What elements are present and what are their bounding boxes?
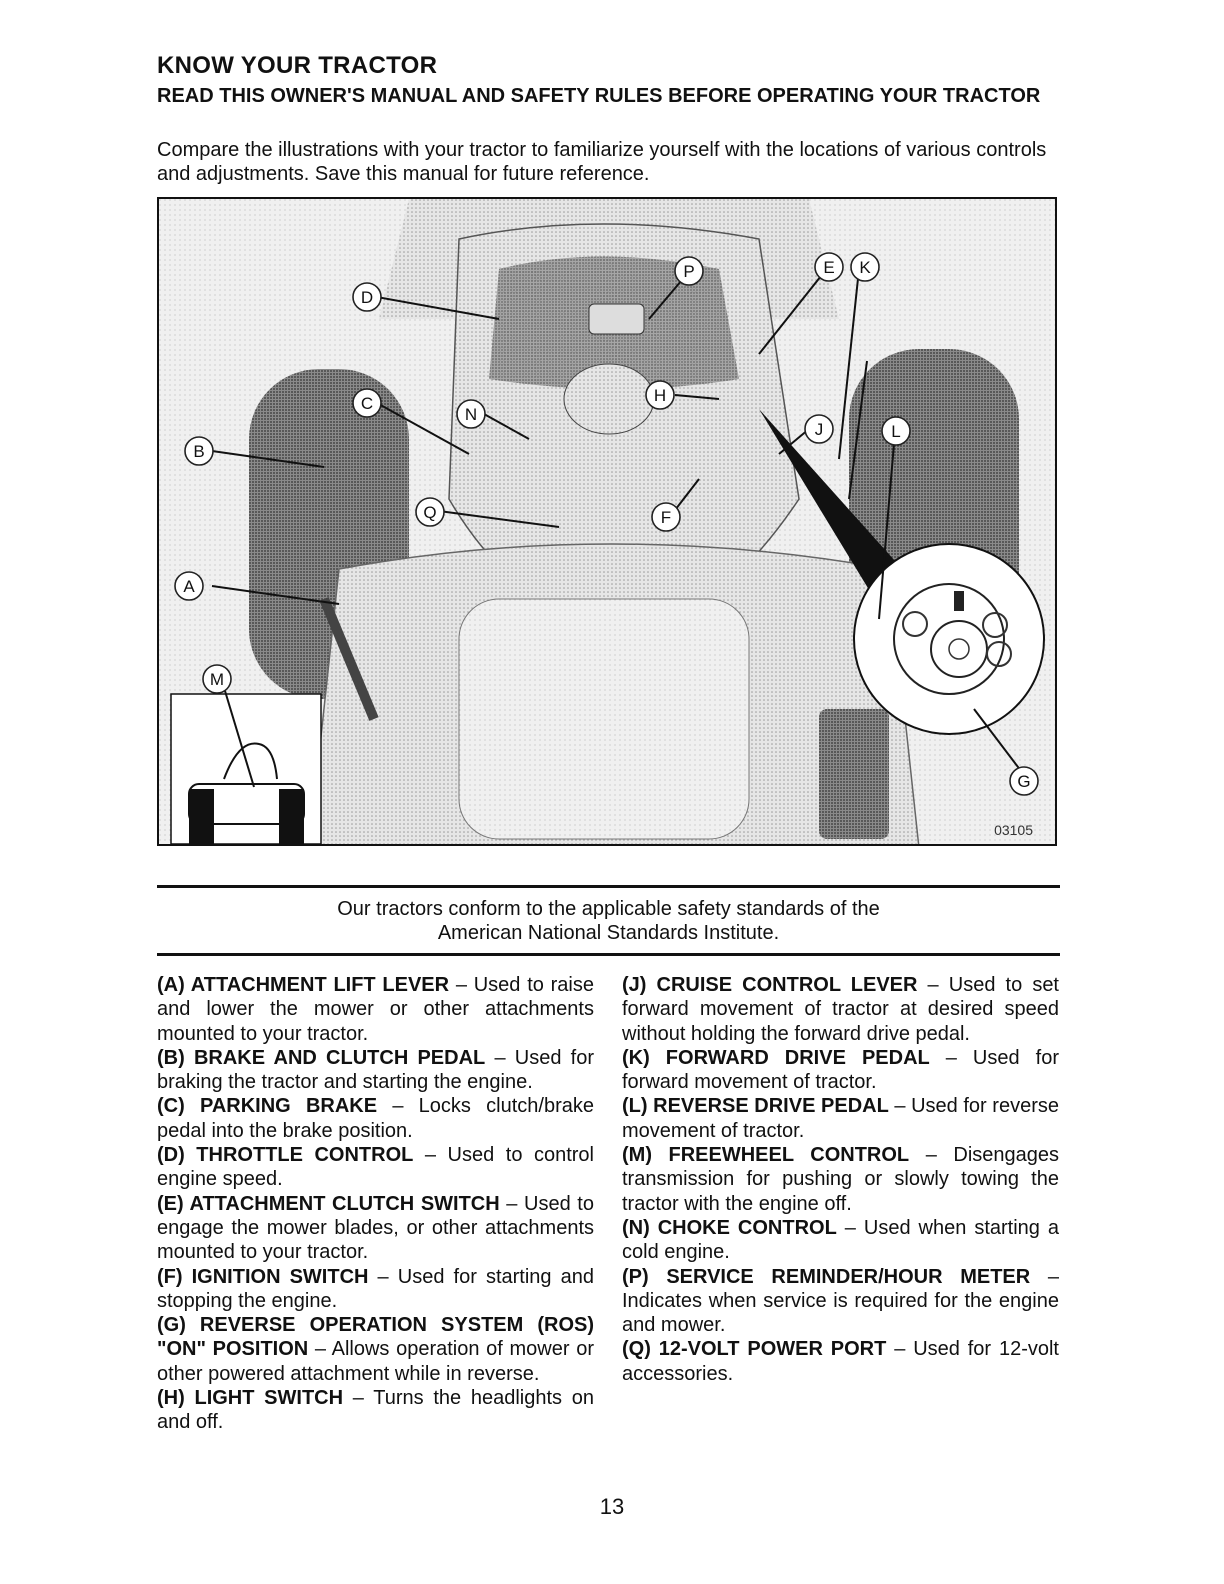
description-text: – Used to control engine speed. bbox=[157, 1144, 595, 1191]
description-text: – Used for reverse movement of tractor. bbox=[622, 1095, 1059, 1142]
description-item bbox=[157, 1143, 594, 1192]
description-term: (F) IGNITION SWITCH bbox=[157, 1265, 369, 1288]
description-text: – Used to raise and lower the mower or other attachments mounted to your tractor. bbox=[157, 974, 594, 1045]
callout-F bbox=[652, 503, 680, 531]
conformance-statement bbox=[157, 897, 1060, 945]
description-text: – Used for starting and stopping the engine. bbox=[157, 1265, 594, 1312]
description-term: (H) LIGHT SWITCH bbox=[157, 1387, 344, 1410]
description-term: (B) BRAKE AND CLUTCH PEDAL bbox=[157, 1046, 486, 1069]
callout-E bbox=[815, 253, 843, 281]
svg-text:E: E bbox=[823, 258, 835, 277]
page-subtitle: READ THIS OWNER'S MANUAL AND SAFETY RULES BEFORE OPERATING YOUR TRACTOR bbox=[157, 85, 1041, 107]
description-item bbox=[622, 1094, 1059, 1143]
tractor-drawing bbox=[159, 199, 1057, 846]
description-text: – Locks clutch/brake pedal into the brake position. bbox=[157, 1095, 594, 1142]
callout-P bbox=[675, 257, 703, 285]
svg-text:M: M bbox=[209, 670, 225, 689]
descriptions-right-column bbox=[622, 973, 1059, 1386]
description-term: (D) THROTTLE CONTROL bbox=[157, 1144, 414, 1167]
callout-N bbox=[457, 400, 485, 428]
page-number: 13 bbox=[599, 1494, 625, 1519]
svg-text:A: A bbox=[183, 577, 195, 596]
description-item bbox=[622, 1265, 1059, 1338]
description-text: – Used for 12-volt accessories. bbox=[622, 1338, 1059, 1385]
description-text: – Used for braking the tractor and starting the engine. bbox=[157, 1046, 594, 1094]
description-term: (Q) 12-VOLT POWER PORT bbox=[622, 1338, 887, 1361]
page-title: KNOW YOUR TRACTOR bbox=[157, 52, 438, 79]
description-term: (K) FORWARD DRIVE PEDAL bbox=[622, 1046, 930, 1069]
callout-K bbox=[851, 253, 879, 281]
description-item bbox=[157, 1313, 594, 1386]
description-term: (A) ATTACHMENT LIFT LEVER bbox=[157, 974, 450, 996]
description-item bbox=[622, 1337, 1059, 1386]
svg-text:N: N bbox=[464, 405, 478, 424]
svg-text:J: J bbox=[814, 420, 824, 439]
description-term: (E) ATTACHMENT CLUTCH SWITCH bbox=[157, 1192, 500, 1215]
description-item bbox=[157, 1046, 594, 1095]
description-term: (P) SERVICE REMINDER/HOUR METER bbox=[622, 1265, 1031, 1288]
descriptions-left-column bbox=[157, 973, 594, 1435]
description-text: – Used for forward movement of tractor. bbox=[622, 1046, 1059, 1094]
callout-B bbox=[185, 437, 213, 465]
description-text: – Turns the headlights on and off. bbox=[157, 1387, 594, 1434]
description-item bbox=[157, 1192, 594, 1265]
svg-text:Q: Q bbox=[423, 503, 437, 522]
callout-C bbox=[353, 389, 381, 417]
svg-text:C: C bbox=[360, 394, 374, 413]
description-term: (G) REVERSE OPERATION SYSTEM (ROS) "ON" POSITION bbox=[157, 1314, 594, 1361]
description-item bbox=[622, 1216, 1059, 1265]
description-item bbox=[622, 1143, 1059, 1216]
callout-G bbox=[1010, 767, 1038, 795]
svg-text:K: K bbox=[859, 258, 871, 277]
description-item bbox=[622, 1046, 1059, 1095]
description-item bbox=[157, 1265, 594, 1314]
figure-code: 03105 bbox=[994, 822, 1033, 838]
conformance-line-1: Our tractors conform to the applicable safety standards of the bbox=[337, 898, 880, 920]
description-term: (J) CRUISE CONTROL LEVER bbox=[622, 974, 918, 996]
description-term: (L) REVERSE DRIVE PEDAL bbox=[622, 1095, 889, 1118]
top-divider bbox=[157, 885, 1060, 888]
tractor-illustration bbox=[157, 197, 1057, 846]
callout-M bbox=[203, 665, 231, 693]
callout-J bbox=[805, 415, 833, 443]
svg-text:B: B bbox=[193, 442, 205, 461]
description-item bbox=[622, 973, 1059, 1046]
callout-A bbox=[175, 572, 203, 600]
description-text: – Used when starting a cold engine. bbox=[622, 1216, 1059, 1264]
svg-text:F: F bbox=[660, 508, 672, 527]
callout-H bbox=[646, 381, 674, 409]
description-text: – Disengages transmission for pushing or slowly towing the tractor with the engine off. bbox=[622, 1144, 1059, 1215]
description-term: (M) FREEWHEEL CONTROL bbox=[622, 1144, 910, 1167]
description-text: – Indicates when service is required for the engine and mower. bbox=[622, 1265, 1059, 1337]
svg-text:L: L bbox=[891, 422, 901, 441]
callout-L bbox=[882, 417, 910, 445]
description-text: – Used to engage the mower blades, or other attachments mounted to your tractor. bbox=[157, 1192, 594, 1264]
description-item bbox=[157, 1386, 594, 1435]
description-term: (N) CHOKE CONTROL bbox=[622, 1216, 837, 1239]
description-term: (C) PARKING BRAKE bbox=[157, 1095, 378, 1118]
description-text: – Allows operation of mower or other powered attachment while in reverse. bbox=[157, 1338, 594, 1385]
callout-D bbox=[353, 283, 381, 311]
conformance-line-2: American National Standards Institute. bbox=[437, 922, 780, 944]
svg-text:P: P bbox=[683, 262, 695, 281]
description-text: – Used to set forward movement of tractor at desired speed without holding the forward drive pedal. bbox=[622, 974, 1059, 1045]
front-grille bbox=[459, 599, 749, 839]
svg-text:D: D bbox=[360, 288, 374, 307]
description-item bbox=[157, 973, 594, 1046]
bottom-divider bbox=[157, 953, 1060, 956]
description-item bbox=[157, 1094, 594, 1143]
svg-text:H: H bbox=[653, 386, 667, 405]
callout-Q bbox=[416, 498, 444, 526]
svg-text:G: G bbox=[1017, 772, 1031, 791]
intro-paragraph: Compare the illustrations with your tractor to familiarize yourself with the locations of various controls and adjustments. Save this manual for future reference. bbox=[157, 139, 1047, 185]
